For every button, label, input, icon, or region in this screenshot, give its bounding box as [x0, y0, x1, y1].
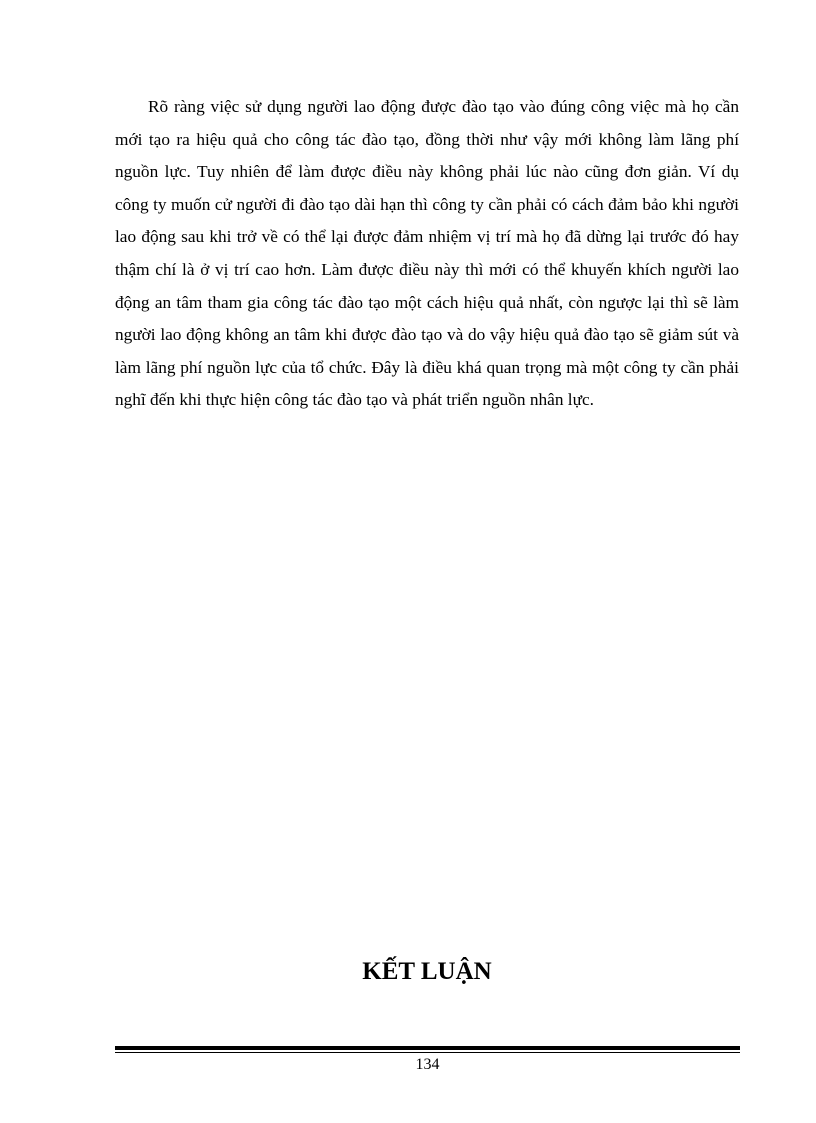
- section-heading: KẾT LUẬN: [362, 958, 492, 985]
- footer-rule: [115, 1046, 740, 1054]
- body-paragraph: Rõ ràng việc sử dụng người lao động được đào tạo vào đúng công việc mà họ cần mới tạo ra hiệu quả cho công tác đào tạo, đồng thời như vậy mới không làm lãng phí nguồn lực. Tuy nhiên để làm được điều này không phải lúc nào cũng đơn giản. Ví dụ công ty muốn cử người đi đào tạo dài hạn thì công ty cần phải có cách đảm bảo khi người lao động sau khi trở về có thể lại được đảm nhiệm vị trí mà họ đã dừng lại trước đó hay thậm chí là ở vị trí cao hơn. Làm được điều này thì mới có thể khuyến khích người lao động an tâm tham gia công tác đào tạo một cách hiệu quả nhất, còn ngược lại thì sẽ làm người lao động không an tâm khi được đào tạo và do vậy hiệu quả đào tạo sẽ giảm sút và làm lãng phí nguồn lực của tổ chức. Đây là điều khá quan trọng mà một công ty cần phải nghĩ đến khi thực hiện công tác đào tạo và phát triển nguồn nhân lực.: [115, 97, 739, 410]
- footer-rule-thick: [115, 1046, 740, 1050]
- page-number: 134: [415, 1056, 440, 1073]
- footer-rule-thin: [115, 1052, 740, 1053]
